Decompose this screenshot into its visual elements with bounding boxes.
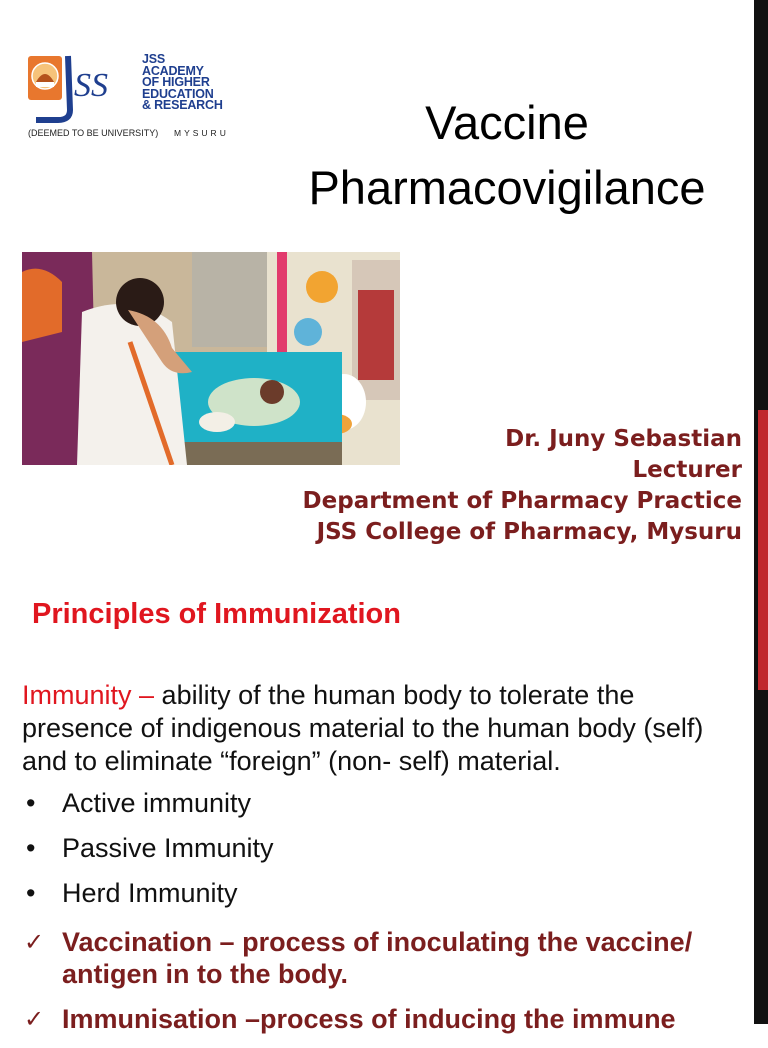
author-department: Department of Pharmacy Practice bbox=[302, 488, 742, 514]
logo-deemed-text: (DEEMED TO BE UNIVERSITY) bbox=[28, 128, 159, 138]
check-item-vaccination: ✓ Vaccination – process of inoculating the vaccine/ antigen in to the body. bbox=[24, 927, 693, 989]
checkmark-icon: ✓ bbox=[24, 1005, 45, 1033]
jss-logo bbox=[26, 52, 236, 144]
jss-emblem-icon bbox=[26, 52, 130, 124]
author-role: Lecturer bbox=[632, 457, 742, 483]
bullet-icon: • bbox=[26, 833, 36, 863]
check-item-immunisation: ✓ Immunisation –process of inducing the immune bbox=[24, 1004, 676, 1034]
definition-term: Immunity – bbox=[22, 680, 162, 710]
svg-text:SS: SS bbox=[74, 67, 108, 104]
list-item: • Herd Immunity bbox=[26, 878, 238, 908]
immunity-definition bbox=[22, 679, 742, 778]
checkmark-icon: ✓ bbox=[24, 928, 45, 956]
list-item: • Active immunity bbox=[26, 788, 252, 818]
list-item: • Passive Immunity bbox=[26, 833, 274, 863]
definitions-checklist bbox=[22, 926, 768, 1048]
logo-city-text: MYSURU bbox=[174, 128, 229, 138]
bullet-icon: • bbox=[26, 788, 36, 818]
slide-title: Vaccine Pharmacovigilance bbox=[308, 96, 706, 214]
right-edge-accent bbox=[758, 410, 768, 690]
immunity-types-list bbox=[22, 787, 762, 922]
author-college: JSS College of Pharmacy, Mysuru bbox=[316, 519, 742, 545]
logo-institution-name: JSS ACADEMY OF HIGHER EDUCATION & RESEARCH bbox=[142, 52, 223, 112]
author-block bbox=[182, 424, 742, 548]
bullet-icon: • bbox=[26, 878, 36, 908]
author-name: Dr. Juny Sebastian bbox=[505, 426, 742, 452]
definition-text: ability of the human body to tolerate the presence of indigenous material to the human body (self) and to eliminate “foreign” (non- self) material. bbox=[22, 680, 704, 776]
section-heading: Principles of Immunization bbox=[32, 598, 401, 630]
